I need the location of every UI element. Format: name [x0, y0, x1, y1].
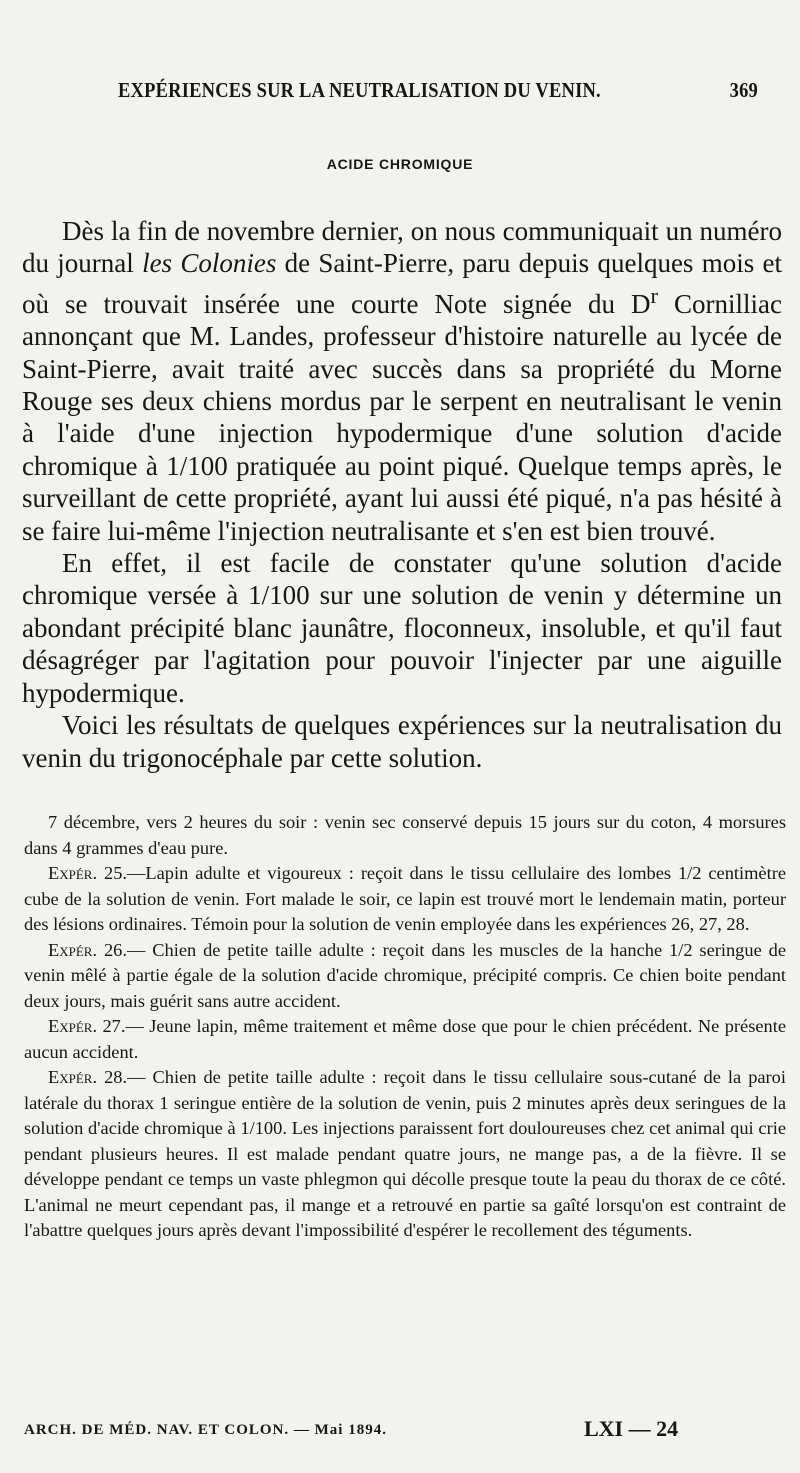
experiment-notes — [24, 810, 786, 1244]
experiment-label: Expér. 28. — [48, 1067, 128, 1087]
experiment-label: Expér. 25. — [48, 863, 127, 883]
footer-journal: ARCH. DE MÉD. NAV. ET COLON. — Mai 1894. — [24, 1422, 387, 1438]
footer-volume: LXI — 24 — [584, 1416, 679, 1441]
doctor-superscript: r — [650, 282, 658, 308]
paragraph-2: En effet, il est facile de constater qu'une solution d'acide chromique versée à 1/100 sur une solution de venin y détermine un abondant précipité blanc jaunâtre, floconneux, insoluble, et qu'il faut désagréger par l'agitation pour pouvoir l'injecter par une aiguille hypodermique. — [22, 548, 782, 708]
running-title: EXPÉRIENCES SUR LA NEUTRALISATION DU VENIN. — [118, 80, 601, 103]
paragraph-3: Voici les résultats de quelques expériences sur la neutralisation du venin du trigonocéphale par cette solution. — [22, 710, 782, 773]
experiment-28: Expér. 28.— Chien de petite taille adulte : reçoit dans le tissu cellulaire sous-cutané de la paroi latérale du thorax 1 seringue entière de la solution de venin, puis 2 minutes après deux seringues de la solution d'acide chromique à 1/100. Les injections paraissent fort douloureuses chez cet animal qui crie pendant plusieurs heures. Il est malade pendant quatre jours, ne mange pas, a de la fièvre. Il se développe pendant ce temps un vaste phlegmon qui décolle presque toute la peau du thorax de ce côté. L'animal ne meurt cependant pas, il mange et a retrouvé en partie sa gaîté lorsqu'on est contraint de l'abattre quelques jours après devant l'impossibilité d'espérer le recollement des téguments. — [24, 1067, 786, 1240]
paragraph-1: Dès la fin de novembre dernier, on nous communiquait un numéro du journal les Colonies de Saint-Pierre, paru depuis quelques mois et où se trouvait insérée une courte Note signée du $D^r$ Cornilliac annonçant que M. Landes, professeur d'histoire naturelle au lycée de Saint-Pierre, avait traité avec succès dans sa propriété du Morne Rouge ses deux chiens mordus par le serpent en neutralisant le venin à l'aide d'une injection hypodermique d'une solution d'acide chromique à 1/100 pratiquée au point piqué. Quelque temps après, le surveillant de cette propriété, ayant lui aussi été piqué, n'a pas hésité à se faire lui-même l'injection neutralisante et s'en est bien trouvé. — [22, 216, 783, 546]
page-number: 369 — [729, 80, 758, 103]
experiment-label: Expér. 27. — [48, 1016, 126, 1036]
experiment-27: Expér. 27.— Jeune lapin, même traitement et même dose que pour le chien précédent. Ne présente aucun accident. — [24, 1016, 786, 1062]
page-footer — [24, 1416, 724, 1448]
main-text — [22, 215, 782, 774]
experiment-label: Expér. 26. — [48, 939, 127, 960]
section-title: ACIDE CHROMIQUE — [326, 156, 474, 172]
experiment-25: Expér. 25.—Lapin adulte et vigoureux : reçoit dans le tissu cellulaire des lombes 1/2 centimètre cube de la solution de venin. Fort malade le soir, ce lapin est trouvé mort le lendemain matin, porteur des lésions ordinaires. Témoin pour la solution de venin employée dans les expériences 26, 27, 28. — [24, 863, 786, 934]
journal-name: les Colonies — [142, 248, 277, 279]
note-intro: 7 décembre, vers 2 heures du soir : venin sec conservé depuis 15 jours sur du coton, 4 morsures dans 4 grammes d'eau pure. — [24, 812, 786, 858]
experiment-26: Expér. 26.— Chien de petite taille adulte : reçoit dans les muscles de la hanche 1/2 seringue de venin mêlé à partie égale de la solution d'acide chromique, précipité compris. Ce chien boite pendant deux jours, mais guérit sans autre accident. — [24, 939, 786, 1011]
